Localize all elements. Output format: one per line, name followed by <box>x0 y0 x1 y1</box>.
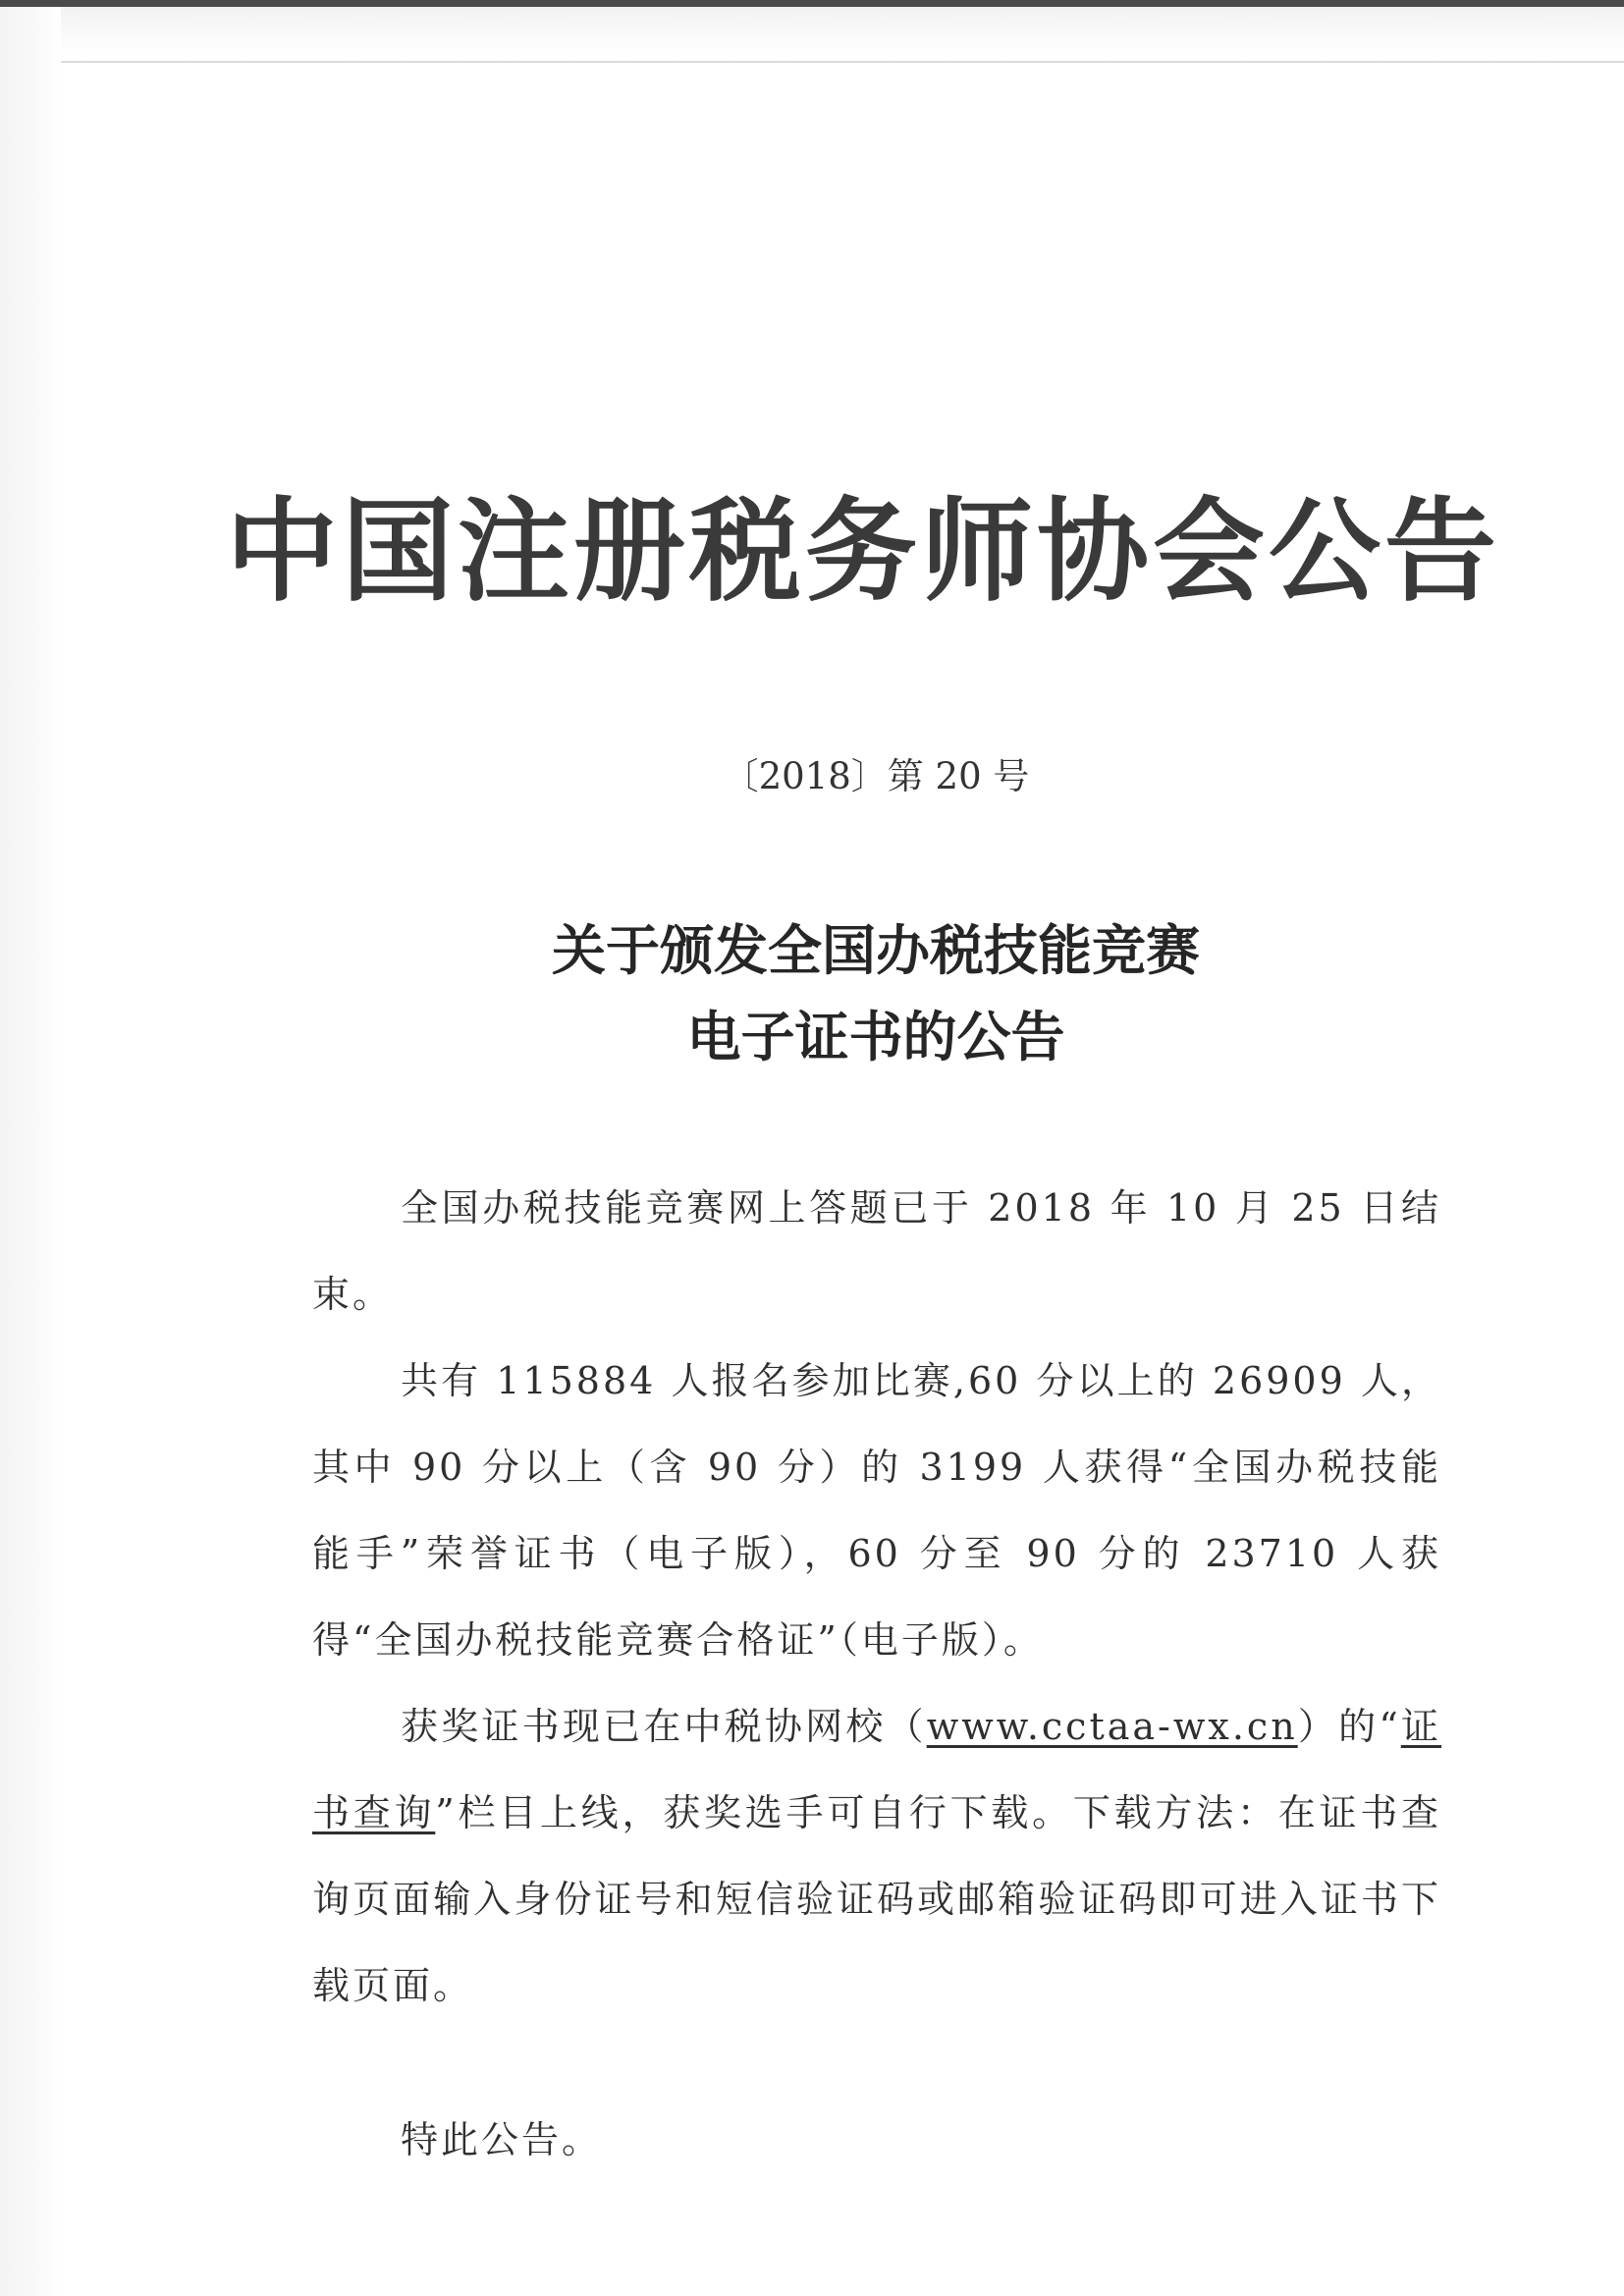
paragraph-3 <box>312 1683 1441 2029</box>
organization-title: 中国注册税务师协会公告 <box>226 486 1501 617</box>
paragraph-1: 全国办税技能竞赛网上答题已于 2018 年 10 月 25 日结束。 <box>312 1186 1441 1316</box>
scan-left-edge <box>0 7 61 2296</box>
title-line-2: 电子证书的公告 <box>686 1005 1065 1068</box>
document-title <box>0 907 1624 1080</box>
title-line-1: 关于颁发全国办税技能竞赛 <box>551 918 1200 982</box>
certificate-query-label: 证书查询 <box>312 1705 1441 1834</box>
scan-shadow <box>0 7 1624 61</box>
document-body <box>312 1165 1441 2029</box>
scan-top-border <box>0 0 1624 7</box>
paragraph-3-text-start: 获奖证书现已在中税协网校（ <box>401 1705 927 1748</box>
paragraph-3-text-end: ”栏目上线，获奖选手可自行下载。下载方法：在证书查询页面输入身份证号和短信验证码或邮箱验证码即可进入证书下载页面。 <box>312 1791 1441 2007</box>
paragraph-3-text-middle: ）的“ <box>1297 1705 1401 1748</box>
website-link[interactable]: www.cctaa-wx.cn <box>926 1705 1298 1748</box>
closing-statement: 特此公告。 <box>401 2118 603 2161</box>
paragraph-2: 共有 115884 人报名参加比赛,60 分以上的 26909 人，其中 90 分以上（含 90 分）的 3199 人获得“全国办税技能能手”荣誉证书（电子版），60 分至 90 分的 23710 人获得“全国办税技能竞赛合格证”（电子版）。 <box>312 1359 1441 1662</box>
document-number: 〔2018〕第 20 号 <box>722 755 1030 797</box>
